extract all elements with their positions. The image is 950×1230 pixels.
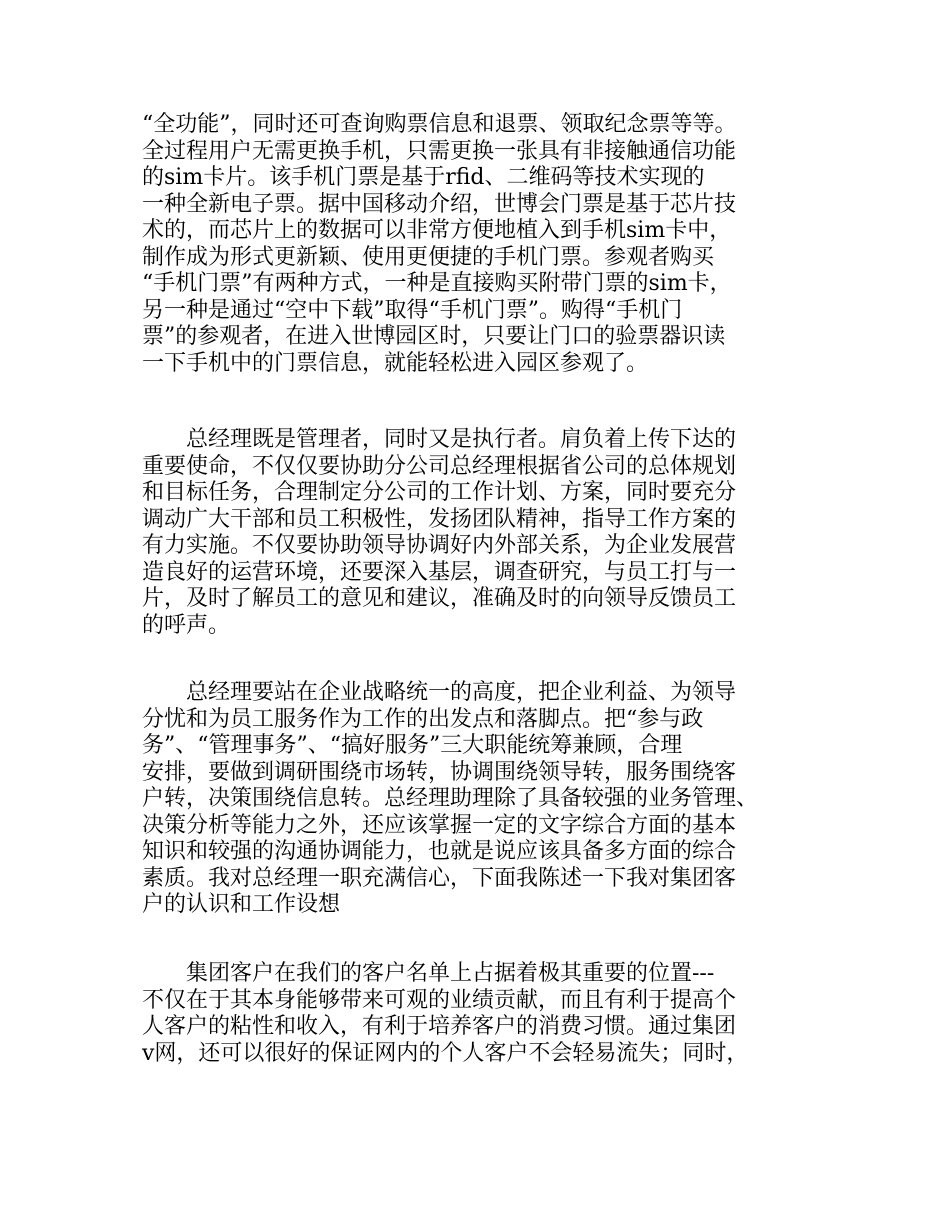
paragraph-manager-strategy: 总经理要站在企业战略统一的高度，把企业利益、为领导 分忧和为员工服务作为工作的出发点和落脚点。把“参与政 务”、“管理事务”、“搞好服务”三大职能统筹兼顾，合理 安排，要做到调研围绕市场转，协调围绕领导转，服务围绕客 户转，决策围绕信息转。总经理助理除了具备较强的业务管理、 决策分析等能力之外，还应该掌握一定的文字综合方面的基本 知识和较强的沟通协调能力，也就是说应该具备多方面的综合 素质。我对总经理一职充满信心，下面我陈述一下我对集团客 户的认识和工作设想 [142, 680, 759, 917]
paragraph-group-customers: 集团客户在我们的客户名单上占据着极其重要的位置--- 不仅在于其本身能够带来可观的业绩贡献，而且有利于提高个 人客户的粘性和收入，有利于培养客户的消费习惯。通过集团 v网，还可以很好的保证网内的个人客户不会轻易流失；同时， [142, 961, 749, 1066]
paragraph-mobile-ticket: “全功能”，同时还可查询购票信息和退票、领取纪念票等等。 全过程用户无需更换手机，只需更换一张具有非接触通信功能 的sim卡片。该手机门票是基于rfid、二维码等技术实现的 一种全新电子票。据中国移动介绍，世博会门票是基于芯片技 术的，而芯片上的数据可以非常方便地植入到手机sim卡中， 制作成为形式更新颖、使用更便捷的手机门票。参观者购买 “手机门票”有两种方式，一种是直接购买附带门票的sim卡， 另一种是通过“空中下载”取得“手机门票”。购得“手机门 票”的参观者，在进入世博园区时，只要让门口的验票器识读 一下手机中的门票信息，就能轻松进入园区参观了。 [142, 112, 737, 376]
paragraph-manager-role: 总经理既是管理者，同时又是执行者。肩负着上传下达的 重要使命，不仅仅要协助分公司总经理根据省公司的总体规划 和目标任务，合理制定分公司的工作计划、方案，同时要充分 调动广大干部和员工积极性，发扬团队精神，指导工作方案的 有力实施。不仅要协助领导协调好内外部关系，为企业发展营 造良好的运营环境，还要深入基层，调查研究，与员工打与一 片，及时了解员工的意见和建议，准确及时的向领导反馈员工 的呼声。 [142, 427, 737, 638]
